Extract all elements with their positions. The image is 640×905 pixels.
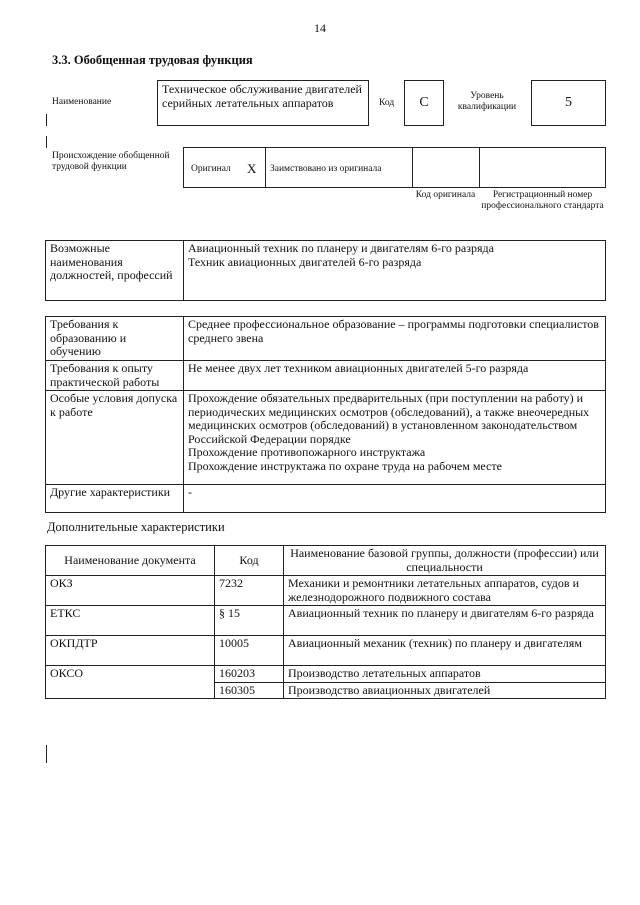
origin-divider: [412, 147, 413, 188]
name-cell: Авиационный механик (техник) по планеру и двигателям: [284, 636, 606, 666]
origin-label: Происхождение обобщенной трудовой функции: [52, 151, 170, 172]
req-label: Особые условия допуска к работе: [46, 391, 184, 485]
col-header-doc: Наименование документа: [46, 546, 215, 576]
code-cell: 10005: [215, 636, 284, 666]
margin-mark: [46, 745, 47, 763]
doc-cell: ОКСО: [46, 666, 215, 683]
name-label: Наименование: [52, 97, 112, 107]
code-cell: 160203: [215, 666, 284, 683]
name-value: [157, 80, 369, 126]
additional-table: [45, 545, 606, 699]
positions-values: [184, 241, 606, 301]
origin-divider: [265, 147, 266, 188]
level-value-text: 5: [565, 95, 572, 110]
name-cell: Производство летательных аппаратов: [284, 666, 606, 683]
additional-title: Дополнительные характеристики: [47, 520, 225, 534]
code-label: Код: [379, 98, 395, 108]
positions-label: Возможные наименования должностей, профессий: [46, 241, 184, 301]
table-row: [46, 576, 606, 606]
code-value-text: C: [419, 95, 429, 110]
borrowed-label: Заимствовано из оригинала: [270, 164, 382, 174]
original-mark: X: [247, 161, 257, 176]
code-cell: 7232: [215, 576, 284, 606]
doc-cell: ОКЗ: [46, 576, 215, 606]
page-number: 14: [314, 21, 326, 35]
requirements-table: [45, 316, 606, 513]
level-value: [531, 80, 606, 126]
position-item: Авиационный техник по планеру и двигателям 6-го разряда: [188, 241, 494, 255]
req-line: Прохождение обязательных предварительных (при поступлении на работу) и периодических медицинских осмотров (обследований), а также внеочередных медицинских осмотров (обследований) в установленном законодательством Российской Федерации порядке: [188, 391, 590, 446]
req-line: Среднее профессиональное образование – программы подготовки специалистов среднего звена: [188, 317, 599, 345]
code-cell: § 15: [215, 606, 284, 636]
code-cell: 160305: [215, 682, 284, 699]
margin-mark: [46, 136, 47, 148]
col-header-name: Наименование базовой группы, должности (профессии) или специальности: [284, 546, 606, 576]
req-line: Прохождение противопожарного инструктажа: [188, 445, 426, 459]
table-row: [46, 666, 606, 683]
table-row: [46, 606, 606, 636]
origin-divider: [479, 147, 480, 188]
positions-table: [45, 240, 606, 301]
level-label: Уровень квалификации: [457, 91, 517, 112]
name-cell: Авиационный техник по планеру и двигателям 6-го разряда: [284, 606, 606, 636]
req-value: [184, 485, 606, 513]
req-label: Другие характеристики: [46, 485, 184, 513]
margin-mark: [46, 114, 47, 126]
name-value-text: Техническое обслуживание двигателей серийных летательных аппаратов: [162, 82, 362, 110]
req-value: [184, 317, 606, 361]
req-value: [184, 391, 606, 485]
code-value: [404, 80, 444, 126]
reg-number-label: Регистрационный номер профессионального стандарта: [481, 190, 604, 211]
name-cell: Механики и ремонтники летательных аппаратов, судов и железнодорожного подвижного состава: [284, 576, 606, 606]
name-cell: Производство авиационных двигателей: [284, 682, 606, 699]
original-label: Оригинал: [191, 164, 231, 174]
doc-cell: ЕТКС: [46, 606, 215, 636]
req-line: Прохождение инструктажа по охране труда на рабочем месте: [188, 458, 502, 473]
doc-cell: [46, 682, 215, 699]
table-row: [46, 636, 606, 666]
code-original-label: Код оригинала: [415, 190, 476, 200]
section-title: 3.3. Обобщенная трудовая функция: [52, 53, 253, 67]
col-header-code: Код: [215, 546, 284, 576]
req-label: Требования к опыту практической работы: [46, 361, 184, 391]
position-item: Техник авиационных двигателей 6-го разряда: [188, 254, 422, 269]
doc-cell: ОКПДТР: [46, 636, 215, 666]
req-line: Не менее двух лет техником авиационных двигателей 5-го разряда: [188, 361, 529, 375]
req-value: [184, 361, 606, 391]
req-line: -: [188, 485, 192, 499]
table-row: [46, 682, 606, 699]
req-label: Требования к образованию и обучению: [46, 317, 184, 361]
